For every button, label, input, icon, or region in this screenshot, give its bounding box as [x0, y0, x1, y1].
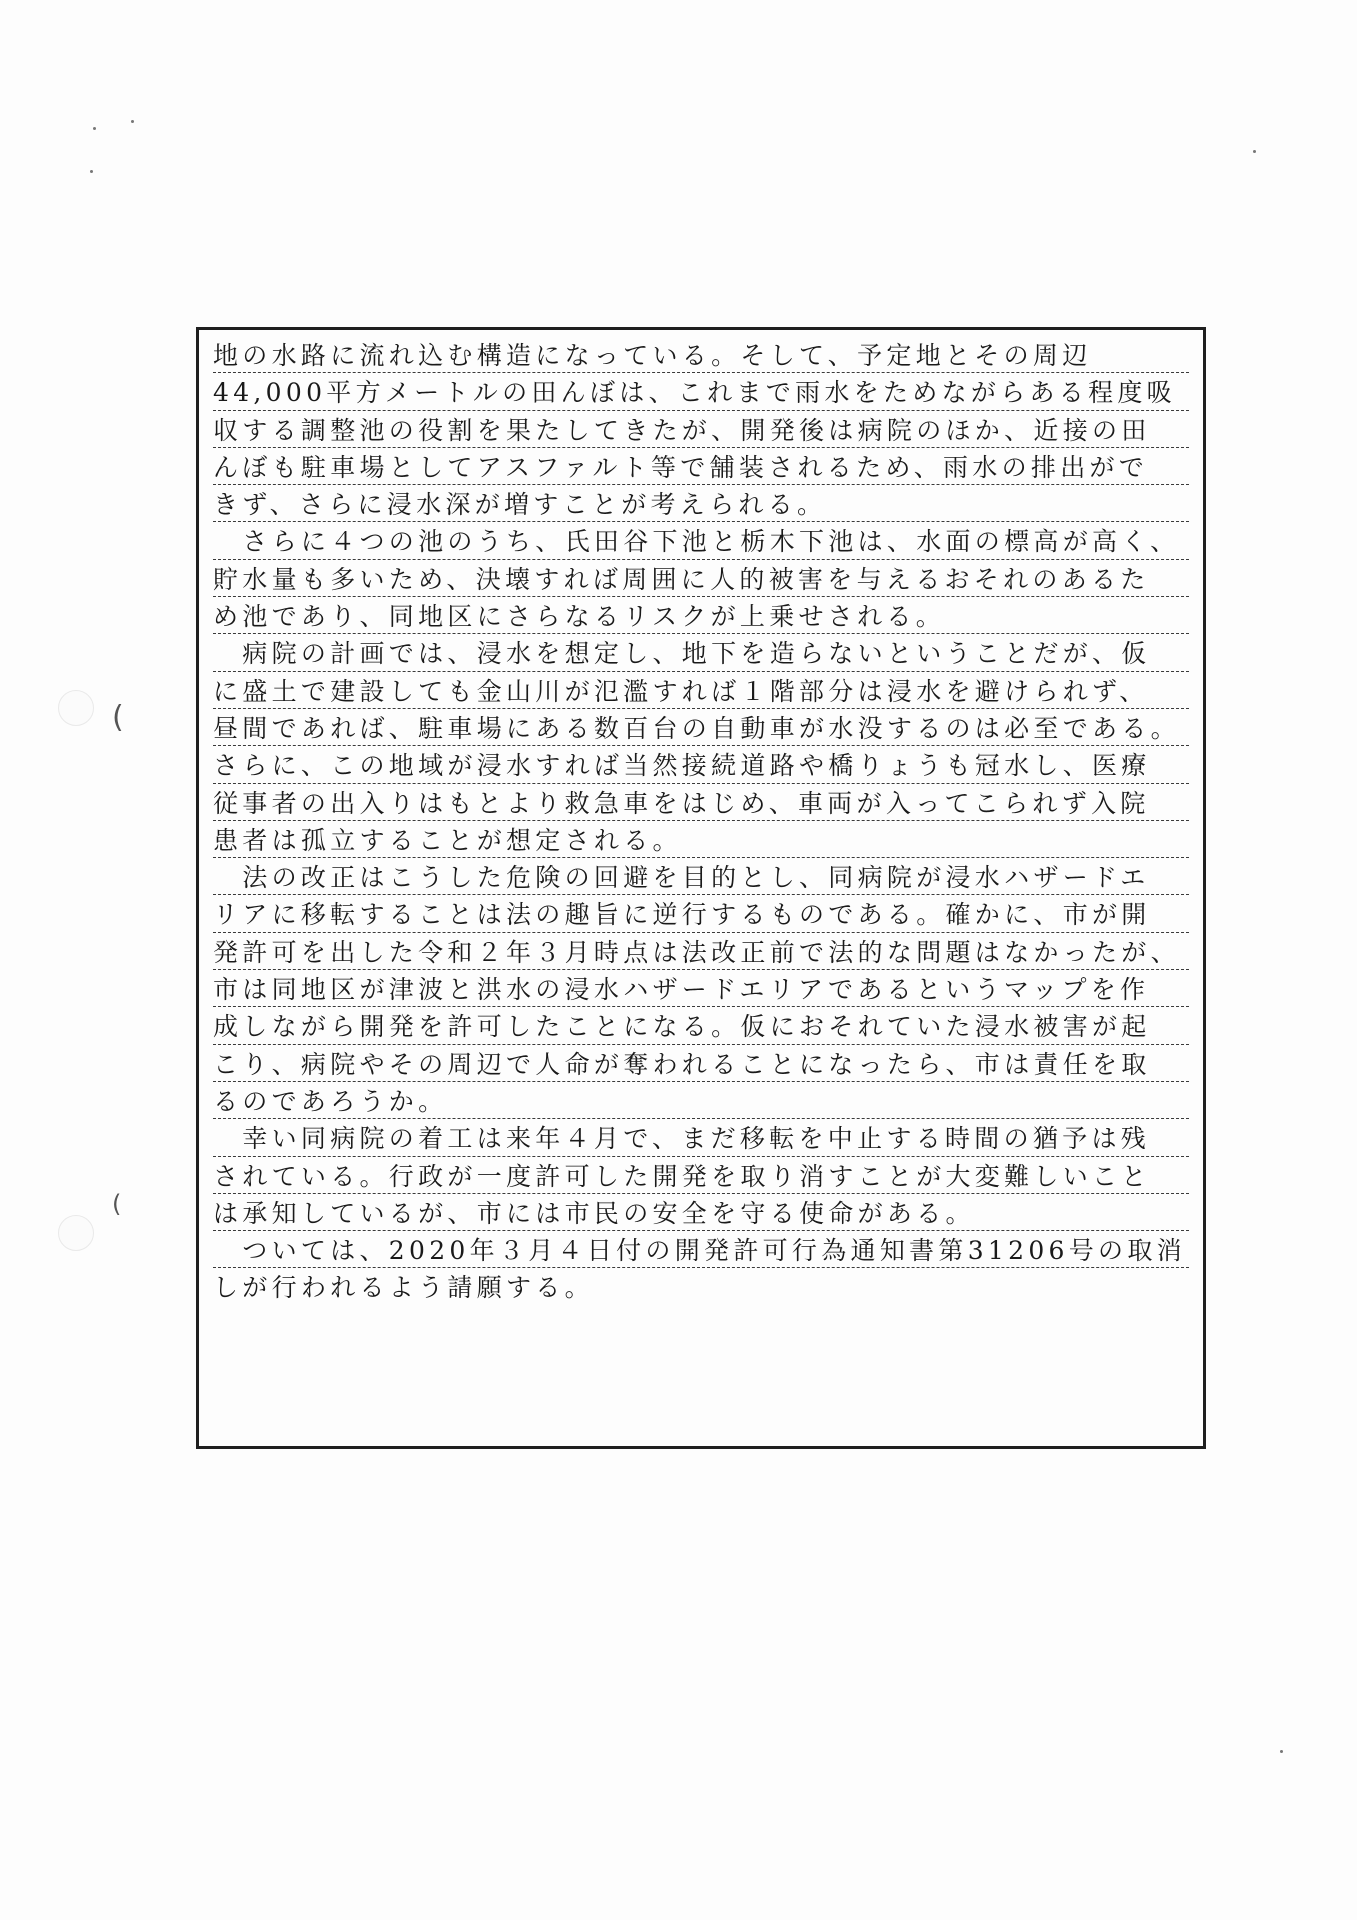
- text-line: 地の水路に流れ込む構造になっている。そして、予定地とその周辺: [213, 336, 1189, 373]
- text-line: 法の改正はこうした危険の回避を目的とし、同病院が浸水ハザードエ: [213, 858, 1189, 895]
- text-line: されている。行政が一度許可した開発を取り消すことが大変難しいこと: [213, 1157, 1189, 1194]
- text-line: 発許可を出した令和２年３月時点は法改正前で法的な問題はなかったが、: [213, 933, 1189, 970]
- text-line: に盛土で建設しても金山川が氾濫すれば１階部分は浸水を避けられず、: [213, 672, 1189, 709]
- text-line: さらに４つの池のうち、氏田谷下池と栃木下池は、水面の標高が高く、: [213, 522, 1189, 559]
- text-line: 幸い同病院の着工は来年４月で、まだ移転を中止する時間の猶予は残: [213, 1119, 1189, 1156]
- text-line: 従事者の出入りはもとより救急車をはじめ、車両が入ってこられず入院: [213, 784, 1189, 821]
- punch-hole-mark: [58, 690, 94, 726]
- text-line: るのであろうか。: [213, 1082, 1189, 1119]
- margin-bracket-mark: (: [112, 1190, 122, 1218]
- scan-speck: [1253, 150, 1256, 153]
- text-line: 患者は孤立することが想定される。: [213, 821, 1189, 858]
- text-line: は承知しているが、市には市民の安全を守る使命がある。: [213, 1194, 1189, 1231]
- text-line: さらに、この地域が浸水すれば当然接続道路や橋りょうも冠水し、医療: [213, 746, 1189, 783]
- scan-speck: [90, 170, 93, 173]
- text-line: 病院の計画では、浸水を想定し、地下を造らないということだが、仮: [213, 634, 1189, 671]
- text-line: こり、病院やその周辺で人命が奪われることになったら、市は責任を取: [213, 1045, 1189, 1082]
- margin-bracket-mark: (: [112, 700, 124, 735]
- scan-speck: [93, 127, 96, 130]
- text-line: 44,000平方メートルの田んぼは、これまで雨水をためながらある程度吸: [213, 373, 1189, 410]
- text-line: ついては、2020年３月４日付の開発許可行為通知書第31206号の取消: [213, 1231, 1189, 1268]
- text-line: んぼも駐車場としてアスファルト等で舗装されるため、雨水の排出がで: [213, 448, 1189, 485]
- text-line: しが行われるよう請願する。: [213, 1273, 594, 1303]
- petition-text-box: [196, 327, 1206, 1449]
- scan-speck: [1280, 1750, 1283, 1753]
- text-line: め池であり、同地区にさらなるリスクが上乗せされる。: [213, 597, 1189, 634]
- text-line: 市は同地区が津波と洪水の浸水ハザードエリアであるというマップを作: [213, 970, 1189, 1007]
- text-line: 昼間であれば、駐車場にある数百台の自動車が水没するのは必至である。: [213, 709, 1189, 746]
- scan-speck: [131, 120, 134, 123]
- text-line: リアに移転することは法の趣旨に逆行するものである。確かに、市が開: [213, 895, 1189, 932]
- text-line: きず、さらに浸水深が増すことが考えられる。: [213, 485, 1189, 522]
- text-line: 収する調整池の役割を果たしてきたが、開発後は病院のほか、近接の田: [213, 411, 1189, 448]
- punch-hole-mark: [58, 1215, 94, 1251]
- text-line: 成しながら開発を許可したことになる。仮におそれていた浸水被害が起: [213, 1007, 1189, 1044]
- text-line: 貯水量も多いため、決壊すれば周囲に人的被害を与えるおそれのあるた: [213, 560, 1189, 597]
